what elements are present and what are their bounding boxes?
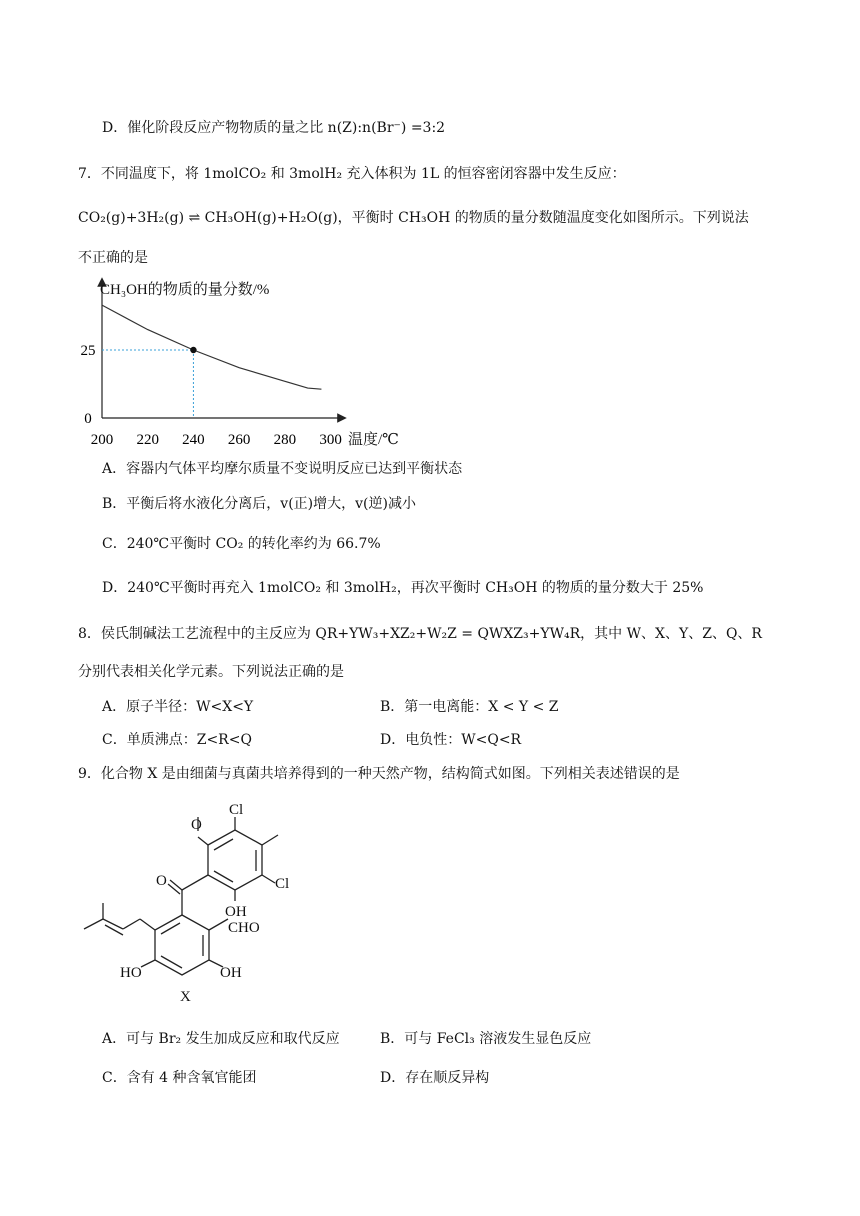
q7-option-c: C．240℃平衡时 CO₂ 的转化率约为 66.7% <box>102 536 381 552</box>
q7-option-b: B．平衡后将水液化分离后，v(正)增大，v(逆)减小 <box>102 496 416 512</box>
label-oh-upper: OH <box>225 904 247 920</box>
y-tick-label: 0 <box>84 411 92 427</box>
q7-stem-line1: 7．不同温度下，将 1molCO₂ 和 3molH₂ 充入体积为 1L 的恒容密闭容器中发生反应： <box>78 166 626 182</box>
x-tick-label: 280 <box>273 432 297 448</box>
q8-stem-line2: 分别代表相关化学元素。下列说法正确的是 <box>78 664 344 680</box>
x-axis-label: 温度/℃ <box>348 432 399 448</box>
highlight-point <box>190 347 196 353</box>
q9-option-d: D．存在顺反异构 <box>380 1070 490 1086</box>
q9-option-a: A．可与 Br₂ 发生加成反应和取代反应 <box>102 1031 340 1047</box>
series-line <box>102 305 321 389</box>
q8-option-a: A．原子半径：W<X<Y <box>102 699 254 715</box>
q7-stem-line3: 不正确的是 <box>78 250 148 266</box>
q7-option-d: D．240℃平衡时再充入 1molCO₂ 和 3molH₂，再次平衡时 CH₃OH 的物质的量分数大于 25% <box>102 580 704 596</box>
q9-structure-diagram <box>70 795 320 1010</box>
x-tick-label: 300 <box>319 432 342 448</box>
q7-option-a: A．容器内气体平均摩尔质量不变说明反应已达到平衡状态 <box>102 461 463 477</box>
q8-option-d: D．电负性：W<Q<R <box>380 732 522 748</box>
q7-stem-line2: CO₂(g)+3H₂(g) ⇌ CH₃OH(g)+H₂O(g)，平衡时 CH₃OH 的物质的量分数随温度变化如图所示。下列说法 <box>78 210 749 226</box>
q8-stem-line1: 8．侯氏制碱法工艺流程中的主反应为 QR+YW₃+XZ₂+W₂Z = QWXZ₃+YW₄R，其中 W、X、Y、Z、Q、R <box>78 626 762 642</box>
label-cl-right: Cl <box>275 876 290 892</box>
y-tick-label: 25 <box>80 343 96 359</box>
compound-label: X <box>180 989 191 1005</box>
q9-stem: 9．化合物 X 是由细菌与真菌共培养得到的一种天然产物，结构简式如图。下列相关表述错误的是 <box>78 766 680 782</box>
label-ho-left: HO <box>120 965 142 981</box>
q7-chart <box>70 276 410 452</box>
x-tick-label: 200 <box>90 432 114 448</box>
x-tick-label: 260 <box>227 432 251 448</box>
q9-option-c: C．含有 4 种含氧官能团 <box>102 1070 257 1086</box>
label-methoxy-o: O <box>191 817 202 833</box>
q8-option-c: C．单质沸点：Z<R<Q <box>102 732 252 748</box>
label-carbonyl-o: O <box>156 873 167 889</box>
q8-option-b: B．第一电离能：X < Y < Z <box>380 699 559 715</box>
x-tick-label: 240 <box>182 432 205 448</box>
q9-option-b: B．可与 FeCl₃ 溶液发生显色反应 <box>380 1031 592 1047</box>
label-cho: CHO <box>228 920 260 936</box>
label-cl-top: Cl <box>229 802 244 818</box>
label-oh-right: OH <box>220 965 242 981</box>
x-tick-label: 220 <box>136 432 159 448</box>
y-axis-label: CH₃OH的物质的量分数/% <box>100 282 270 298</box>
q6-option-d: D．催化阶段反应产物物质的量之比 n(Z):n(Br⁻) =3:2 <box>102 120 446 136</box>
